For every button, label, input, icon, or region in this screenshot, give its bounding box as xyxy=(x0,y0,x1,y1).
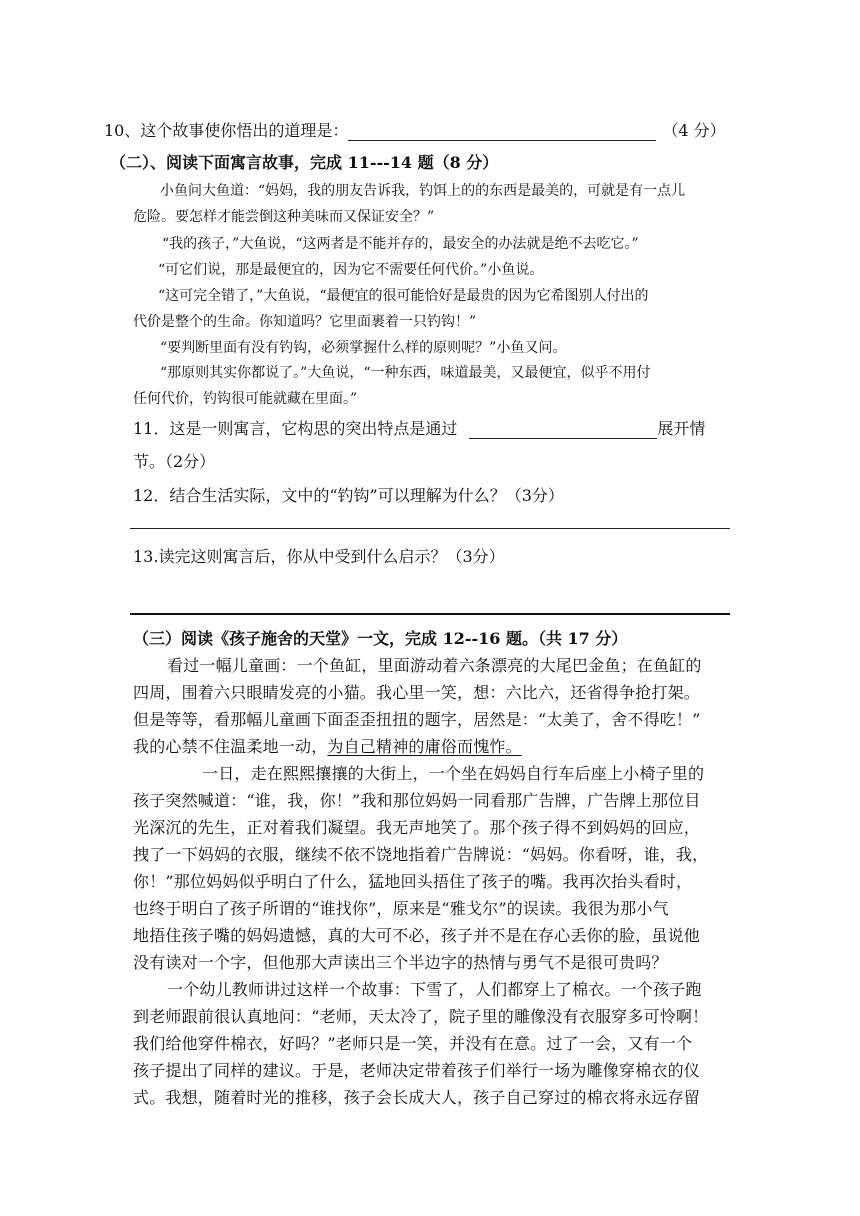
question-10-text: 10、这个故事使你悟出的道理是： xyxy=(104,121,349,140)
passage-line xyxy=(133,734,522,757)
question-11-answer-blank[interactable] xyxy=(469,419,657,439)
fable-line: “那原则其实你都说了。”大鱼说，“一种东西，味道最美，又最便宜，似乎不用付 xyxy=(160,365,651,381)
question-13: 13.读完这则寓言后，你从中受到什么启示？（3分） xyxy=(133,547,505,566)
passage-line: 一日，走在熙熙攘攘的大街上，一个坐在妈妈自行车后座上小椅子里的 xyxy=(202,764,705,783)
passage-line: 我们给他穿件棉衣，好吗？”老师只是一笑，并没有在意。过了一会，又有一个 xyxy=(133,1034,693,1053)
question-10-answer-blank[interactable] xyxy=(348,121,656,141)
section-3-heading: （三）阅读《孩子施舍的天堂》一文，完成 12--16 题。（共 17 分） xyxy=(133,629,628,648)
question-12-answer-line[interactable] xyxy=(130,528,730,529)
section-2-heading: （二）、阅读下面寓言故事，完成 11---14 题（8 分） xyxy=(110,153,499,172)
passage-line-text: 我的心禁不住温柔地一动， xyxy=(133,737,328,756)
passage-line: 四周，围着六只眼睛发亮的小猫。我心里一笑，想：六比六，还省得争抢打架。 xyxy=(133,683,701,702)
fable-line: “我的孩子，”大鱼说，“这两者是不能并存的，最安全的办法就是绝不去吃它。” xyxy=(162,236,639,252)
passage-line: 孩子突然喊道：“谁，我，你！”我和那位妈妈一同看那广告牌，广告牌上那位目 xyxy=(133,791,701,810)
fable-line: 危险。要怎样才能尝倒这种美味而又保证安全？” xyxy=(133,209,435,225)
fable-line: 小鱼问大鱼道：“妈妈，我的朋友告诉我，钓饵上的的东西是最美的，可就是有一点儿 xyxy=(160,183,686,199)
underlined-phrase: 为自己精神的庸俗而愧怍。 xyxy=(327,737,522,756)
passage-line: 地捂住孩子嘴的妈妈遗憾，真的大可不必，孩子并不是在存心丢你的脸，虽说他 xyxy=(133,926,701,945)
passage-line: 一个幼儿教师讲过这样一个故事：下雪了，人们都穿上了棉衣。一个孩子跑 xyxy=(167,980,702,999)
question-11-continuation: 节。（2分） xyxy=(133,452,216,471)
passage-line: 你！”那位妈妈似乎明白了什么，猛地回头捂住了孩子的嘴。我再次抬头看时， xyxy=(133,872,693,891)
question-10 xyxy=(104,118,726,141)
passage-line: 式。我想，随着时光的推移，孩子会长成大人，孩子自己穿过的棉衣将永远存留 xyxy=(133,1088,701,1107)
passage-line: 光深沉的先生，正对着我们凝望。我无声地笑了。那个孩子得不到妈妈的回应， xyxy=(133,818,701,837)
question-11 xyxy=(133,416,705,439)
passage-line: 孩子提出了同样的建议。于是，老师决定带着孩子们举行一场为雕像穿棉衣的仪 xyxy=(133,1061,701,1080)
passage-line: 拽了一下妈妈的衣服，继续不依不饶地指着广告牌说：“妈妈。你看呀，谁，我， xyxy=(133,845,709,864)
passage-line: 到老师跟前很认真地问：“老师，天太冷了，院子里的雕像没有衣服穿多可怜啊！ xyxy=(133,1007,709,1026)
passage-line: 没有读对一个字，但他那大声读出三个半边字的热情与勇气不是很可贵吗？ xyxy=(133,953,668,972)
question-11-tail: 展开情 xyxy=(657,419,706,438)
passage-line: 看过一幅儿童画：一个鱼缸，里面游动着六条漂亮的大尾巴金鱼；在鱼缸的 xyxy=(167,656,702,675)
fable-line: 任何代价，钓钩很可能就藏在里面。” xyxy=(133,391,358,407)
section-divider xyxy=(130,613,730,615)
fable-line: “要判断里面有没有钓钩，必须掌握什么样的原则呢？”小鱼又问。 xyxy=(160,340,567,356)
passage-line: 但是等等，看那幅儿童画下面歪歪扭扭的题字，居然是：“太美了，舍不得吃！” xyxy=(133,710,701,729)
fable-line: 代价是整个的生命。你知道吗？它里面裹着一只钓钩！” xyxy=(133,314,477,330)
question-10-score: （4 分） xyxy=(662,121,726,140)
passage-line: 也终于明白了孩子所谓的“谁找你”，原来是“雅戈尔”的误读。我很为那小气 xyxy=(133,899,669,918)
question-12: 12．结合生活实际，文中的“钓钩”可以理解为什么？（3分） xyxy=(133,486,564,505)
fable-line: “这可完全错了，”大鱼说，“最便宜的很可能恰好是最贵的因为它希图别人付出的 xyxy=(158,288,649,304)
question-11-text: 11．这是一则寓言，它构思的突出特点是通过 xyxy=(133,419,458,438)
fable-line: “可它们说，那是最便宜的，因为它不需要任何代价。”小鱼说。 xyxy=(158,262,544,278)
